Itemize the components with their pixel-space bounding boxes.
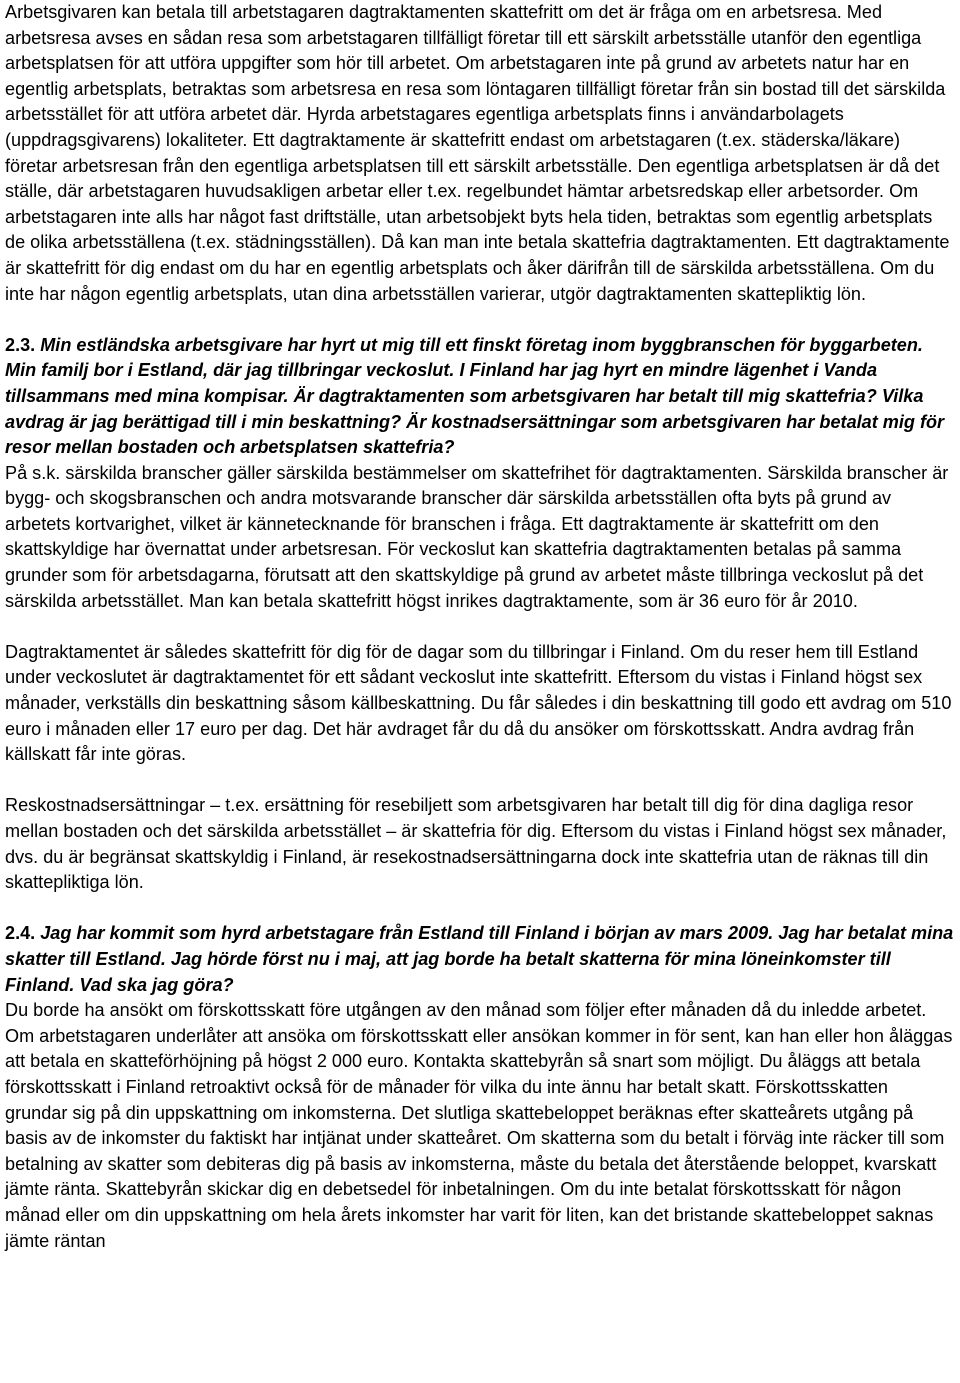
paragraph-travel-cost-compensation: Reskostnadsersättningar – t.ex. ersättning för resebiljett som arbetsgivaren har betalt till dig för dina dagliga resor mellan bostaden och det särskilda arbetsstället – är skattefria för dig. Eftersom du vistas i Finland högst sex månader, dvs. du är begränsat skattskyldig i Finland, är resekostnadsersättningarna dock inte skattefria utan de räknas till din skattepliktiga lön. [5, 795, 947, 893]
question-text: Jag har kommit som hyrd arbetstagare från Estland till Finland i början av mars 2009. Jag har betalat mina skatter till Estland. Jag hörde först nu i maj, att jag borde ha betalt skatterna för mina löneinkomster till Finland. Vad ska jag göra? [5, 923, 954, 995]
paragraph-prepayment-tax: Du borde ha ansökt om förskottsskatt före utgången av den månad som följer efter månaden då du inledde arbetet. Om arbetstagaren underlåter att ansöka om förskottsskatt eller ansökan kommer in för sent, kan han eller hon åläggas att betala en skatteförhöjning på högst 2 000 euro. Kontakta skattebyrån så snart som möjligt. Du åläggs att betala förskottsskatt i Finland retroaktivt också för de månader för vilka du inte ännu har betalt skatt. Förskottsskatten grundar sig på din uppskattning om inkomsterna. Det slutliga skattebeloppet beräknas efter skatteårets utgång på basis av de inkomster du faktiskt har intjänat under skatteåret. Om skatterna som du betalt i förväg inte räcker till som betalning av skatter som debiteras dig på basis av inkomsterna, måste du betala det återstående beloppet, kvarskatt jämte ränta. Skattebyrån skickar dig en debetsedel för inbetalningen. Om du inte betalat förskottsskatt för någon månad eller om din uppskattning om hela årets inkomster har varit för liten, kan det bristande skattebeloppet saknas jämte räntan [5, 1000, 953, 1251]
question-text: Min estländska arbetsgivare har hyrt ut mig till ett finskt företag inom byggbranschen för byggarbeten. Min familj bor i Estland, där jag tillbringar veckoslut. I Finland har jag hyrt en mindre lägenhet i Vanda tillsammans med mina kompisar. Är dagtraktamenten som arbetsgivaren har betalt till mig skattefria? Vilka avdrag är jag berättigad till i min beskattning? Är kostnadsersättningar som arbetsgivaren har betalat mig för resor mellan bostaden och arbetsplatsen skattefria? [5, 334, 945, 458]
question-heading-2-4 [5, 921, 955, 998]
paragraph-gap [5, 614, 955, 640]
paragraph-allowance-tax-free-days: Dagtraktamentet är således skattefritt för dig för de dagar som du tillbringar i Finland. Om du reser hem till Estland under veckoslutet är dagtraktamentet för ett sådant veckoslut inte skattefritt. Eftersom du vistas i Finland högst sex månader, verkställs din beskattning såsom källbeskattning. Du får således i din beskattning till godo ett avdrag om 510 euro i månaden eller 17 euro per dag. Det här avdraget får du då du ansöker om förskottsskatt. Andra avdrag från källskatt får inte göras. [5, 641, 952, 765]
paragraph-daily-allowance-rules: Arbetsgivaren kan betala till arbetstagaren dagtraktamenten skattefritt om det är fråga om en arbetsresa. Med arbetsresa avses en sådan resa som arbetstagaren tillfälligt företar till ett särskilt arbetsställe utanför den egentliga arbetsplatsen för att utföra uppgifter som hör till arbetet. Om arbetstagaren inte på grund av arbetets natur har en egentlig arbetsplats, betraktas som arbetsresa en resa som löntagaren tillfälligt företar från sin bostad till det särskilda arbetsstället för att utföra arbetet där. Hyrda arbetstagares egentliga arbetsplats finns i användarbolagets (uppdragsgivarens) lokaliteter. Ett dagtraktamente är skattefritt endast om arbetstagaren (t.ex. städerska/läkare) företar arbetsresan från den egentliga arbetsplatsen till ett särskilt arbetsställe. Den egentliga arbetsplatsen är då det ställe, där arbetstagaren huvudsakligen arbetar eller t.ex. regelbundet hämtar arbetsredskap eller arbetsorder. Om arbetstagaren inte alls har något fast driftställe, utan arbetsobjekt byts hela tiden, betraktas som egentlig arbetsplats de olika arbetsställena (t.ex. städningsställen). Då kan man inte betala skattefria dagtraktamenten. Ett dagtraktamente är skattefritt för dig endast om du har en egentlig arbetsplats och åker därifrån till de särskilda arbetsställena. Om du inte har någon egentlig arbetsplats, utan dina arbetsställen varierar, utgör dagtraktamenten skattepliktig lön. [5, 2, 950, 304]
paragraph-gap [5, 307, 955, 333]
paragraph-gap [5, 896, 955, 922]
paragraph-special-industries: På s.k. särskilda branscher gäller särskilda bestämmelser om skattefrihet för dagtraktamenten. Särskilda branscher är bygg- och skogsbranschen och andra motsvarande branscher där särskilda arbetsställen ofta byts på grund av arbetets kortvarighet, vilket är kännetecknande för branschen i fråga. Ett dagtraktamente är skattefritt om den skattskyldige har övernattat under arbetsresan. För veckoslut kan skattefria dagtraktamenten betalas på samma grunder som för arbetsdagarna, förutsatt att den skattskyldige på grund av arbetet måste tillbringa veckoslut på det särskilda arbetsstället. Man kan betala skattefritt högst inrikes dagtraktamente, som är 36 euro för år 2010. [5, 462, 949, 611]
question-number: 2.3. [5, 334, 36, 355]
document-page [5, 0, 955, 1254]
paragraph-gap [5, 768, 955, 794]
question-number: 2.4. [5, 923, 36, 944]
question-heading-2-3 [5, 333, 955, 461]
